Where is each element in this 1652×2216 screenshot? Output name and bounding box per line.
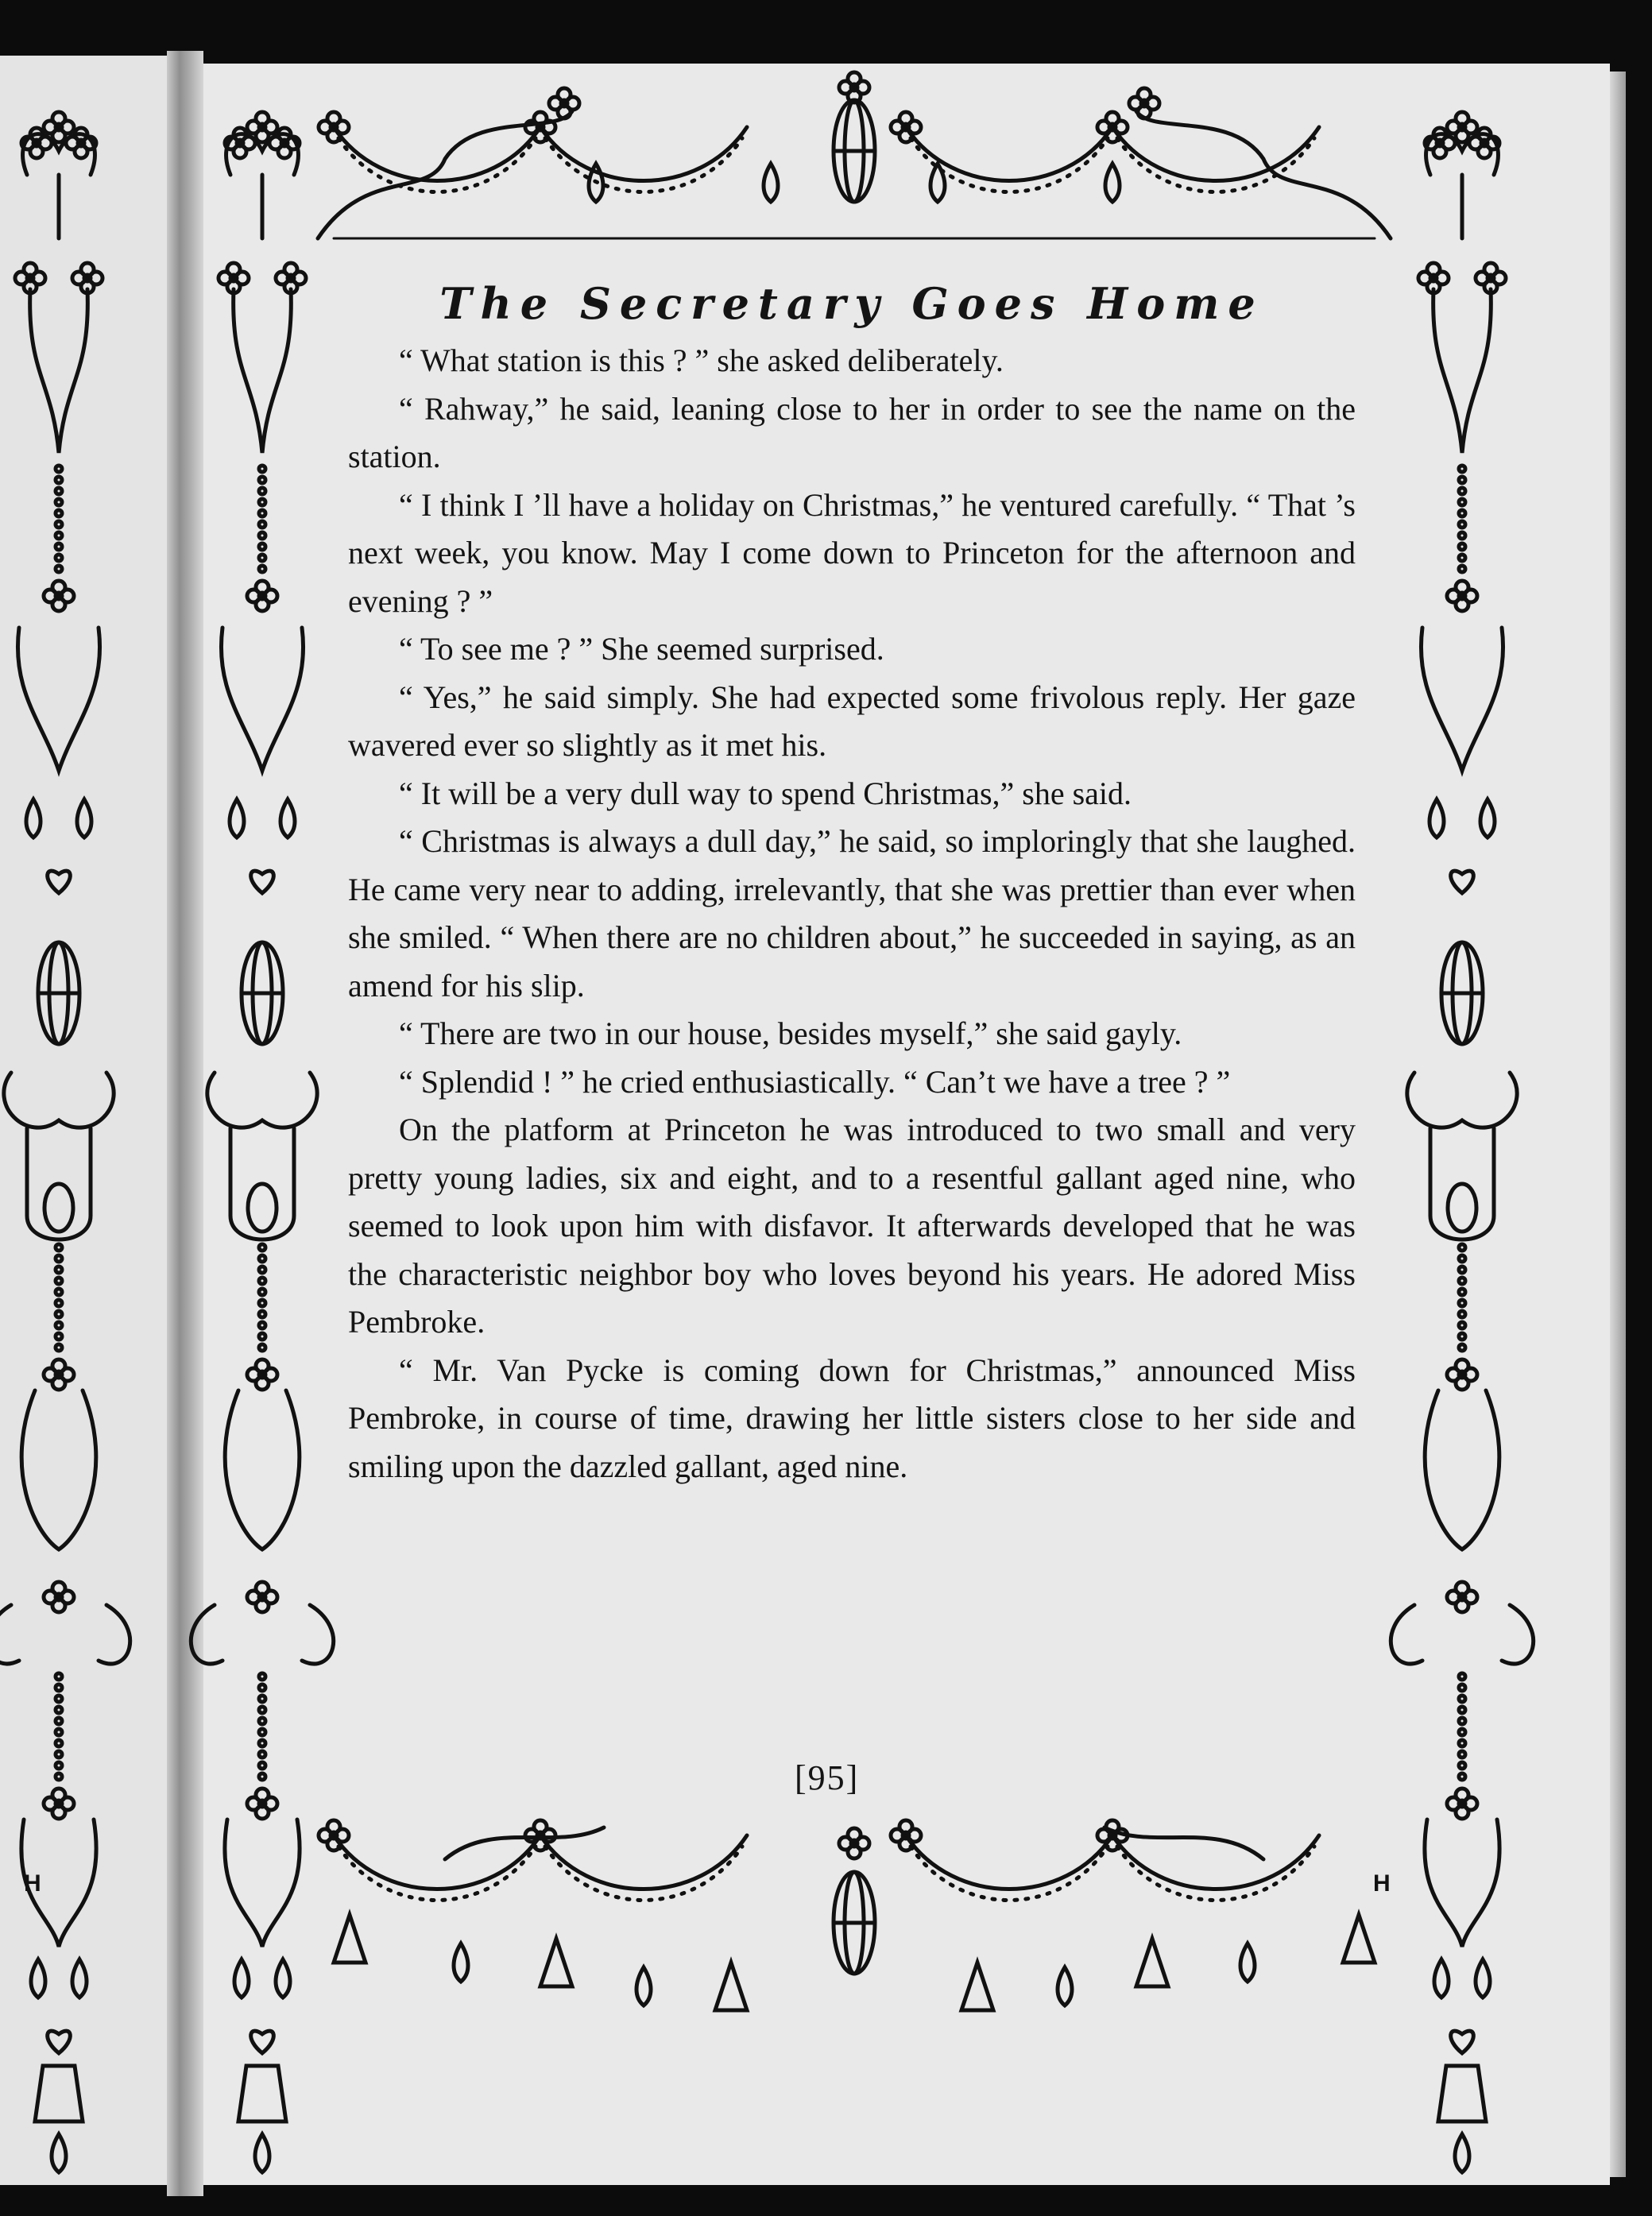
paragraph-6: “ It will be a very dull way to spend Christmas,” she said. [399,775,1132,811]
page-text [348,278,1356,1491]
paragraph-2: “ Rahway,” he said, leaning close to her in order to see the name on the station. [348,390,1356,474]
paragraph-5: “ Yes,” he said simply. She had expected some frivolous reply. Her gaze wavered ever so slightly as it met his. [348,679,1356,763]
paragraph-10: On the platform at Princeton he was introduced to two small and very pretty young ladies, six and eight, and to a resentful gallant aged nine, who seemed to look upon him with disfavor. It afterwards developed that he was the characteristic neighbor boy who loves beyond his years. He adored Miss Pembroke. [348,1112,1356,1340]
border-mark-right: H [1373,1870,1391,1897]
paragraph-3: “ I think I ’ll have a holiday on Christmas,” he ventured carefully. “ That ’s next week, you know. May I come down to Princeton for the afternoon and evening ? ” [348,486,1356,619]
paragraph-7: “ Christmas is always a dull day,” he said, so imploringly that she laughed. He came very near to adding, irrelevantly, that she was prettier than ever when she smiled. “ When there are no children about,” he succeeded in saying, as an amend for his slip. [348,823,1356,1004]
border-mark-left: H [24,1870,41,1897]
page-number: [95] [795,1758,860,1797]
paragraph-1: “ What station is this ? ” she asked deliberately. [399,342,1004,378]
paragraph-9: “ Splendid ! ” he cried enthusiastically. “ Can’t we have a tree ? ” [399,1063,1231,1100]
paragraph-8: “ There are two in our house, besides myself,” she said gayly. [399,1015,1182,1051]
paragraph-11: “ Mr. Van Pycke is coming down for Christmas,” announced Miss Pembroke, in course of time, drawing her little sisters close to her side and smiling upon the dazzled gallant, aged nine. [348,1352,1356,1484]
chapter-title: The Secretary Goes Home [439,278,1264,329]
paragraph-4: “ To see me ? ” She seemed surprised. [399,631,884,667]
